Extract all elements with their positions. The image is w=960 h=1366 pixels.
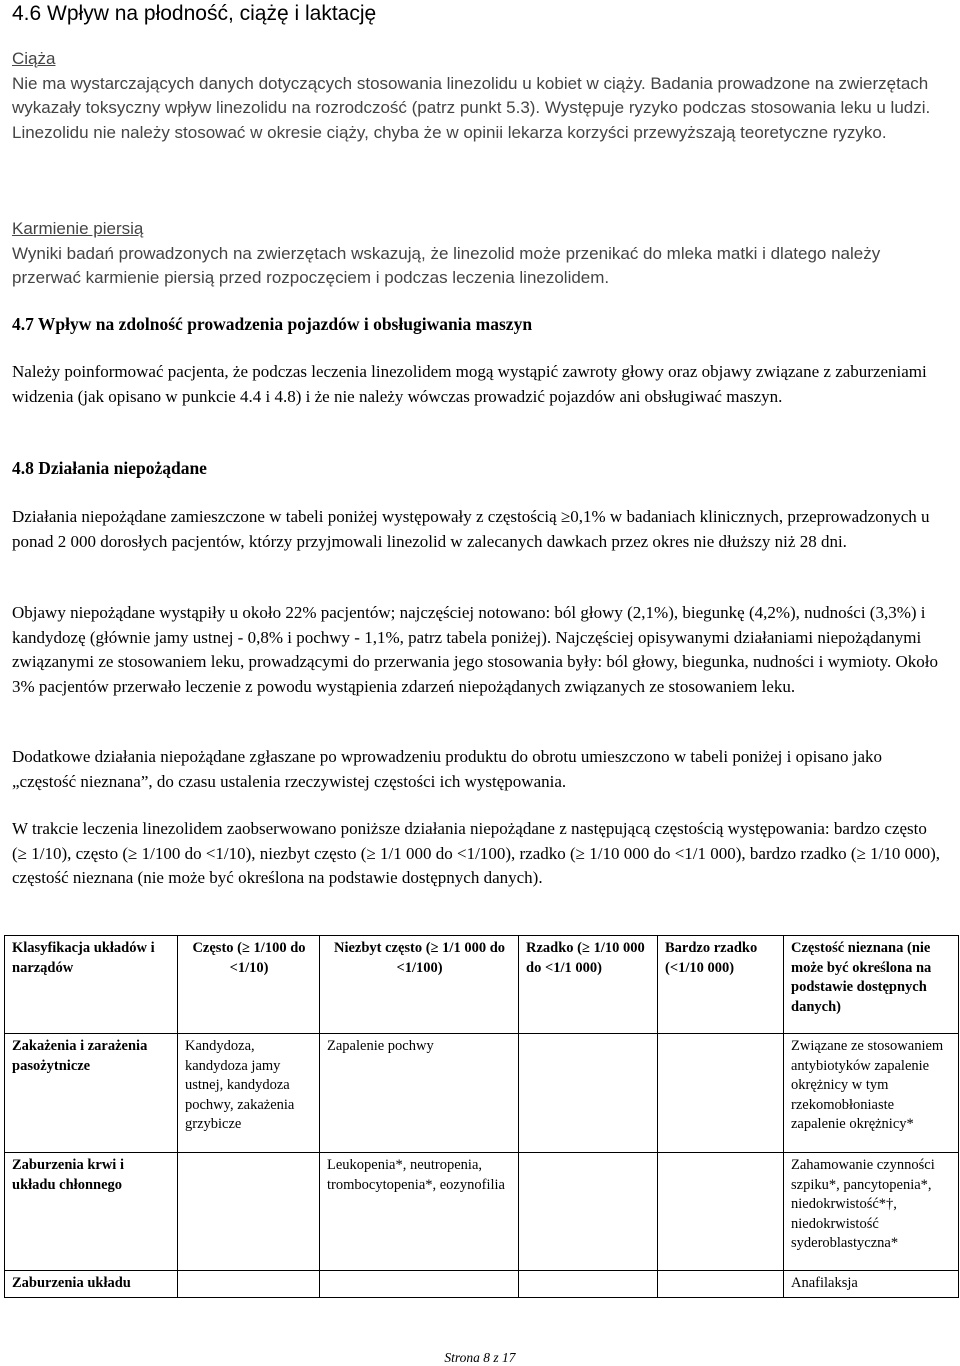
header-classification: Klasyfikacja układów i narządów [5,936,178,1034]
cell-common [178,1271,320,1298]
section-4-7-title: 4.7 Wpływ na zdolność prowadzenia pojazdów i obsługiwania maszyn [12,314,533,334]
section-4-6-title: 4.6 Wpływ na płodność, ciążę i laktację [12,2,377,25]
cell-organ-class: Zaburzenia układu [5,1271,178,1298]
cell-rare [519,1271,658,1298]
cell-organ-class: Zakażenia i zarażenia pasożytnicze [5,1034,178,1153]
section-4-8-paragraph-1: Działania niepożądane zamieszczone w tabeli poniżej występowały z częstością ≥0,1% w badaniach klinicznych, przeprowadzonych u ponad 2 000 dorosłych pacjentów, którzy przyjmowali linezolid w zalecanych dawkach przez okres nie dłuższy niż 28 dni. [12,507,930,551]
cell-uncommon [320,1271,519,1298]
cell-uncommon: Zapalenie pochwy [320,1034,519,1153]
section-4-8-paragraph-2: Objawy niepożądane wystąpiły u około 22% pacjentów; najczęściej notowano: ból głowy (2,1%), biegunkę (4,2%), nudności (3,3%) i kandydozę (głównie jamy ustnej - 0,8% i pochwy - 1,1%, patrz tabela poniżej). Najczęściej opisywanymi działaniami niepożądanymi związanymi ze stosowaniem leku, prowadzącymi do przerwania jego stosowania były: ból głowy, biegunka, nudności i wymioty. Około 3% pacjentów przerwało leczenie z powodu wystąpienia zdarzeń niepożądanych związanych ze stosowaniem leku. [12,603,938,696]
cell-rare [519,1153,658,1271]
pregnancy-paragraph-2: Linezolidu nie należy stosować w okresie ciąży, chyba że w opinii lekarza korzyści przewyższają teoretyczne ryzyko. [12,122,887,142]
cell-very-rare [658,1271,784,1298]
header-rare: Rzadko (≥ 1/10 000 do <1/1 000) [519,936,658,1034]
adverse-effects-table [4,935,959,1298]
section-4-8-paragraph-3: Dodatkowe działania niepożądane zgłaszane po wprowadzeniu produktu do obrotu umieszczono w tabeli poniżej i opisano jako „częstość nieznana”, do czasu ustalenia rzeczywistej częstości ich występowania. [12,747,883,791]
header-common: Często (≥ 1/100 do <1/10) [178,936,320,1034]
table-row [5,1034,959,1153]
cell-organ-class: Zaburzenia krwi i układu chłonnego [5,1153,178,1271]
cell-frequency-unknown: Anafilaksja [784,1271,959,1298]
cell-frequency-unknown: Zahamowanie czynności szpiku*, pancytopenia*, niedokrwistość*†, niedokrwistość syderoblastyczna* [784,1153,959,1271]
cell-rare [519,1034,658,1153]
cell-frequency-unknown: Związane ze stosowaniem antybiotyków zapalenie okrężnicy w tym rzekomobłoniaste zapalenie okrężnicy* [784,1034,959,1153]
header-frequency-unknown: Częstość nieznana (nie może być określona na podstawie dostępnych danych) [784,936,959,1034]
table-row [5,1271,959,1298]
cell-common [178,1153,320,1271]
cell-very-rare [658,1153,784,1271]
section-4-7-paragraph: Należy poinformować pacjenta, że podczas leczenia linezolidem mogą wystąpić zawroty głowy oraz objawy związane z zaburzeniami widzenia (jak opisano w punkcie 4.4 i 4.8) i że nie należy wówczas prowadzić pojazdów ani obsługiwać maszyn. [12,362,927,406]
page-number: Strona 8 z 17 [444,1350,516,1365]
pregnancy-paragraph-1: Nie ma wystarczających danych dotyczących stosowania linezolidu u kobiet w ciąży. Badania prowadzone na zwierzętach wykazały toksyczny wpływ linezolidu na rozrodczość (patrz punkt 5.3). Występuje ryzyko podczas stosowania leku u ludzi. [12,73,931,117]
section-4-8-title: 4.8 Działania niepożądane [12,458,207,478]
breastfeeding-block [12,217,942,291]
table-row [5,1153,959,1271]
pregnancy-heading: Ciąża [12,49,56,68]
cell-common: Kandydoza, kandydoza jamy ustnej, kandydoza pochwy, zakażenia grzybicze [178,1034,320,1153]
section-4-8-paragraph-4: W trakcie leczenia linezolidem zaobserwowano poniższe działania niepożądane z następującą częstością występowania: bardzo często (≥ 1/10), często (≥ 1/100 do <1/10), niezbyt często (≥ 1/1 000 do <1/100), rzadko (≥ 1/10 000 do <1/1 000), bardzo rzadko (≥ 1/10 000), częstość nieznana (nie może być określona na podstawie dostępnych danych). [12,819,941,887]
breastfeeding-paragraph: Wyniki badań prowadzonych na zwierzętach wskazują, że linezolid może przenikać do mleka matki i dlatego należy przerwać karmienie piersią przed rozpoczęciem i podczas leczenia linezolidem. [12,243,881,287]
header-very-rare: Bardzo rzadko (<1/10 000) [658,936,784,1034]
breastfeeding-heading: Karmienie piersią [12,219,144,238]
pregnancy-block [12,47,942,145]
cell-very-rare [658,1034,784,1153]
cell-uncommon: Leukopenia*, neutropenia, trombocytopenia*, eozynofilia [320,1153,519,1271]
table-header-row [5,936,959,1034]
header-uncommon: Niezbyt często (≥ 1/1 000 do <1/100) [320,936,519,1034]
